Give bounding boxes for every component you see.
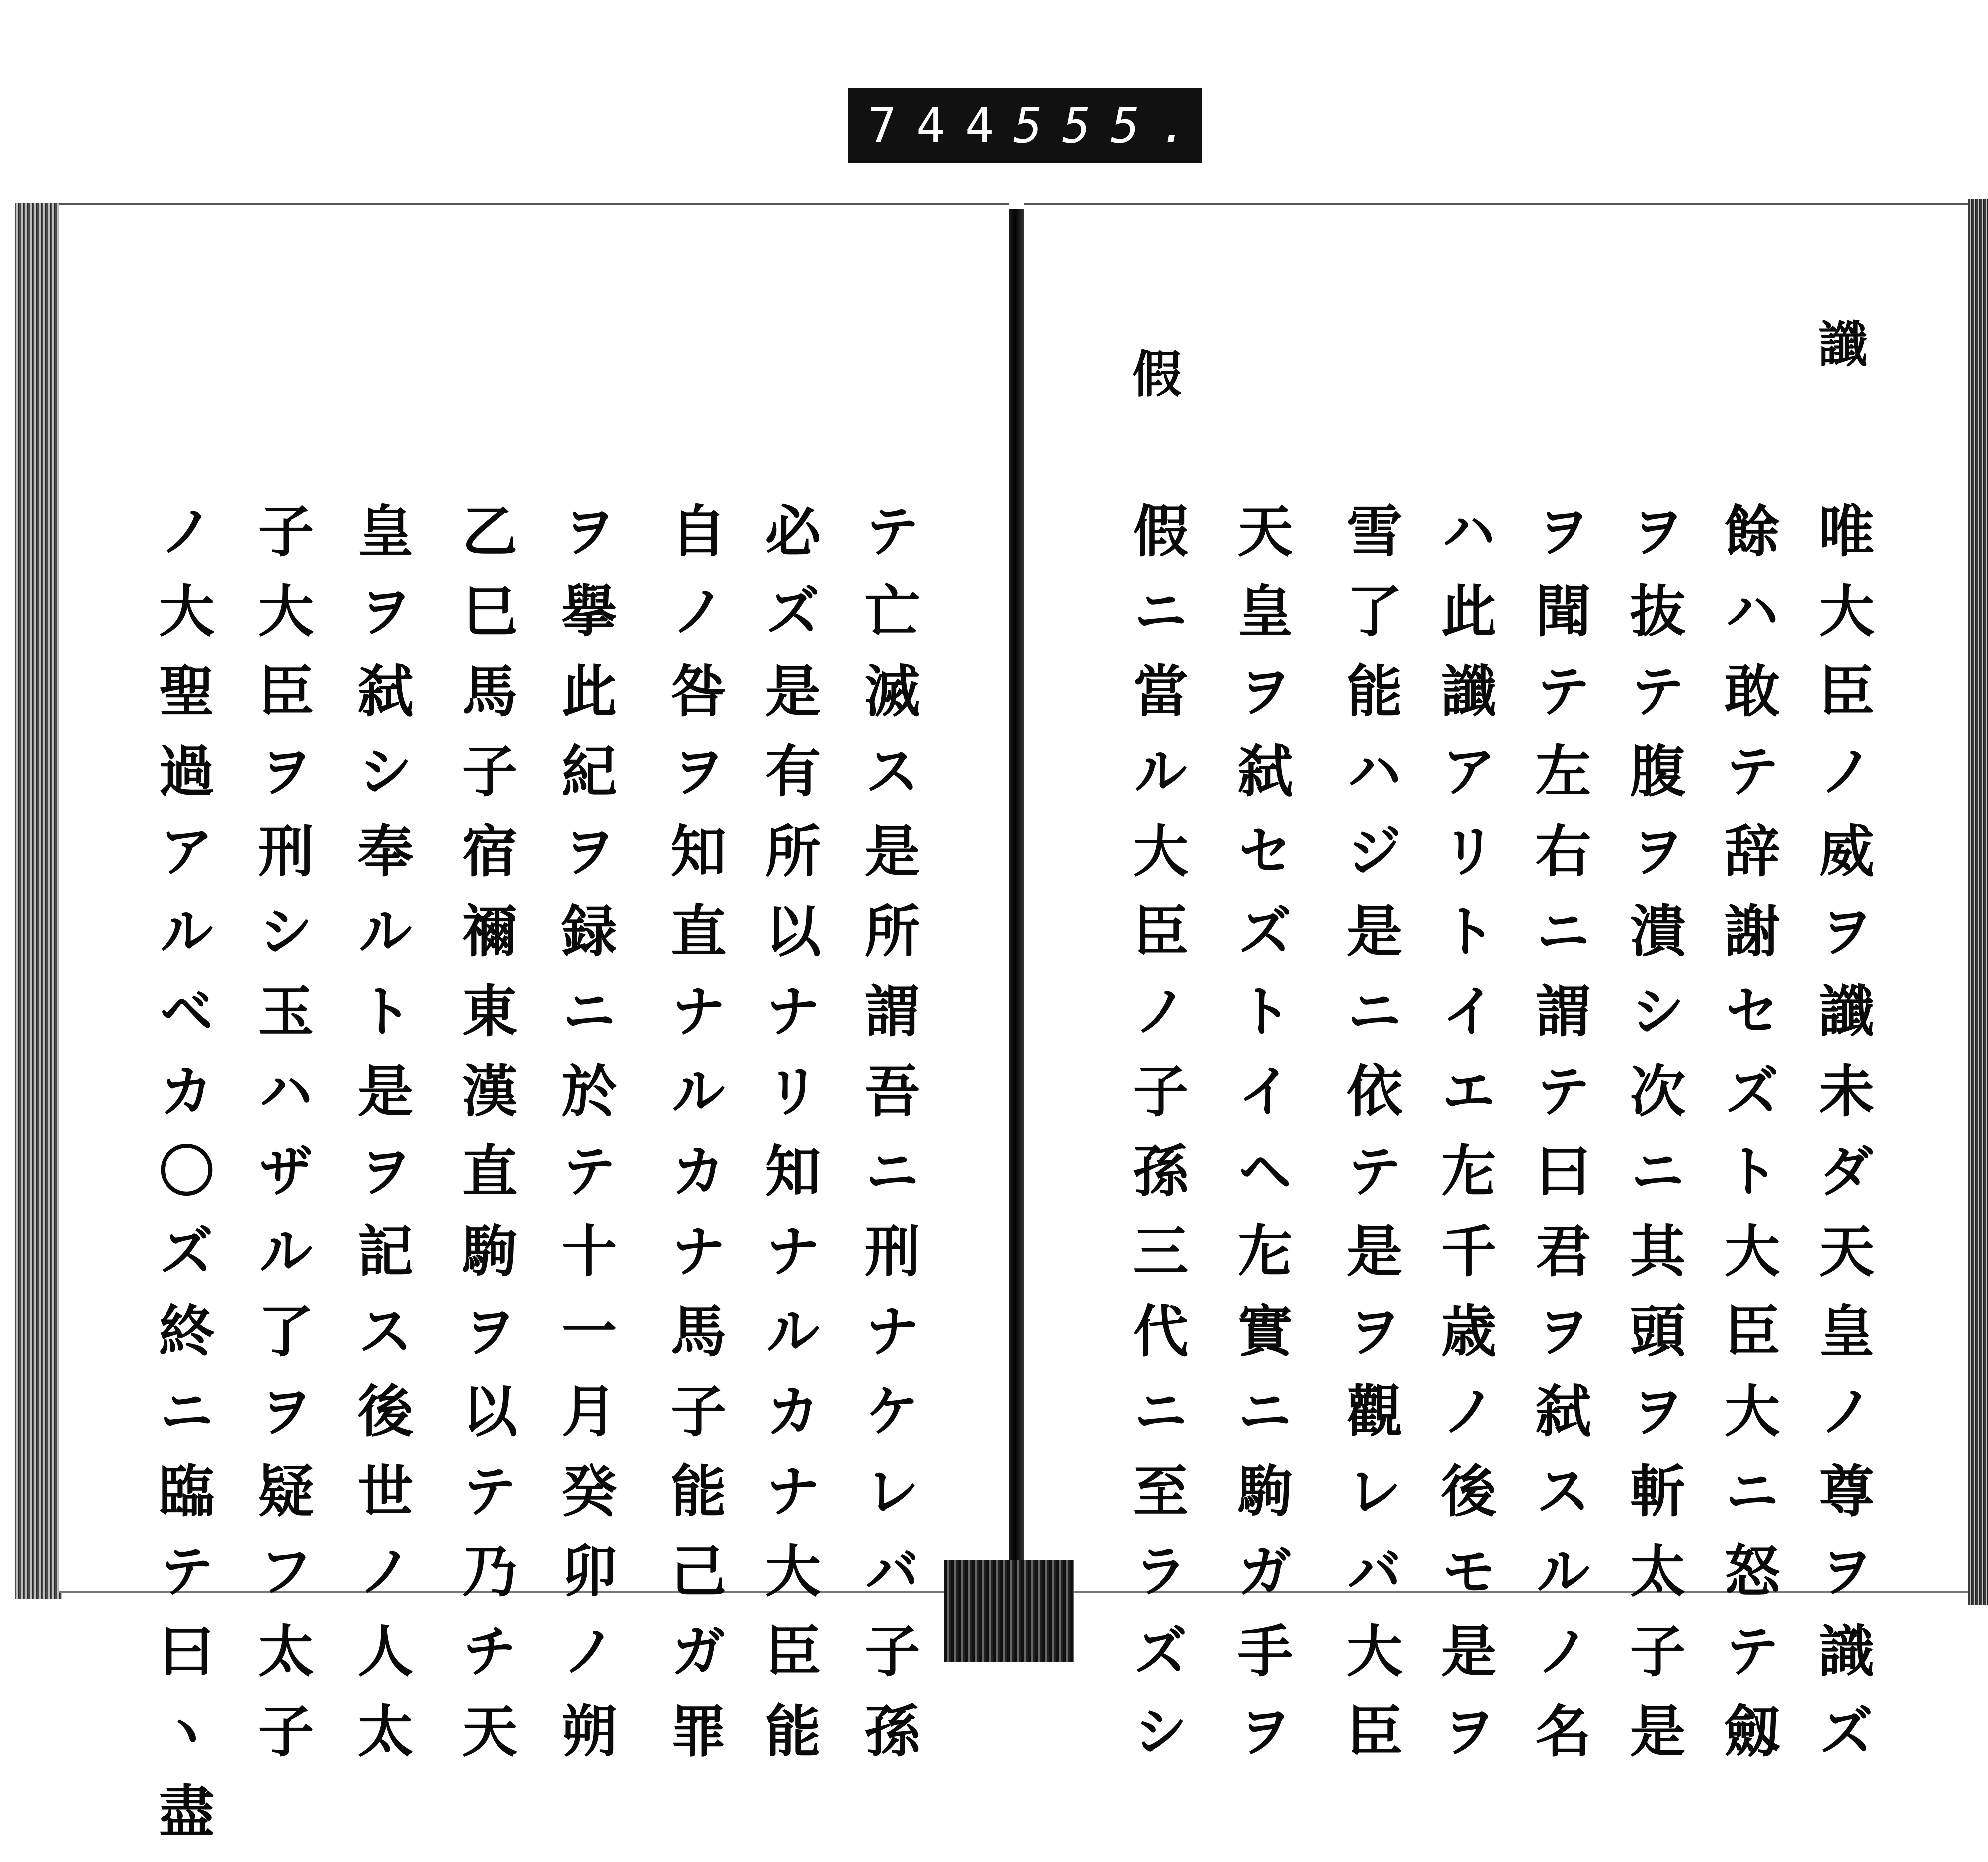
frame-number-right: 555.: [1013, 98, 1208, 154]
left-page-column-1: テ亡滅ス是所謂吾ニ刑ナケレバ子孫: [855, 502, 920, 1782]
frame-number-left: 744: [868, 98, 1014, 154]
left-page-column-2: 必ズ是有所以ナリ知ナルカナ大臣能: [756, 502, 821, 1782]
book-edge-left: [15, 203, 62, 1599]
frame-number-label: [848, 88, 1208, 163]
running-head-left: 假: [1124, 348, 1182, 398]
book-gutter: [1009, 209, 1024, 1600]
right-page-column-4: ヲ聞テ左右ニ謂テ曰君ヲ弑スルノ名: [1526, 502, 1591, 1782]
left-page-column-3: 自ノ咎ヲ知直ナルカナ馬子能己ガ罪: [662, 502, 727, 1782]
left-page-column-6: 皇ヲ弑シ奉ルト是ヲ記ス後世ノ人太: [348, 502, 414, 1782]
right-page-column-2: 餘ハ敢テ辞謝セズト大臣大ニ怒テ劔: [1715, 502, 1780, 1782]
left-page-column-4: ヲ擧此紀ヲ録ニ於テ十一月癸卯ノ朔: [552, 502, 617, 1782]
left-page-column-7: 子大臣ヲ刑シ玉ハザル了ヲ疑フ太子: [249, 502, 314, 1782]
left-page-column-5: 乙巳馬子宿禰東漢直駒ヲ以テ乃チ天: [453, 502, 518, 1782]
running-head-right: 讖: [1810, 318, 1868, 368]
right-page-column-3: ヲ抜テ腹ヲ潰シ次ニ其頭ヲ斬太子是: [1621, 502, 1686, 1782]
right-page-column-1: 唯大臣ノ威ヲ讖未ダ天皇ノ尊ヲ識ズ: [1810, 502, 1875, 1782]
left-page-column-8: ノ大聖過アルベカ〇ズ終ニ臨テ曰ヽ盡: [150, 502, 215, 1862]
right-page-column-5: ハ此讖アリトイエ㔫千歳ノ後モ是ヲ: [1432, 502, 1497, 1782]
right-page-column-7: 天皇ヲ弑セズトイヘ㔫實ニ駒ガ手ヲ: [1228, 502, 1293, 1782]
book-edge-right: [1968, 199, 1988, 1605]
right-page-column-8: 假ニ當ル大臣ノ子孫三代ニ至ラズシ: [1124, 502, 1189, 1782]
book-spine-base: [944, 1560, 1074, 1662]
right-page-column-6: 雪了能ハジ是ニ依テ是ヲ觀レバ大臣: [1337, 502, 1403, 1782]
